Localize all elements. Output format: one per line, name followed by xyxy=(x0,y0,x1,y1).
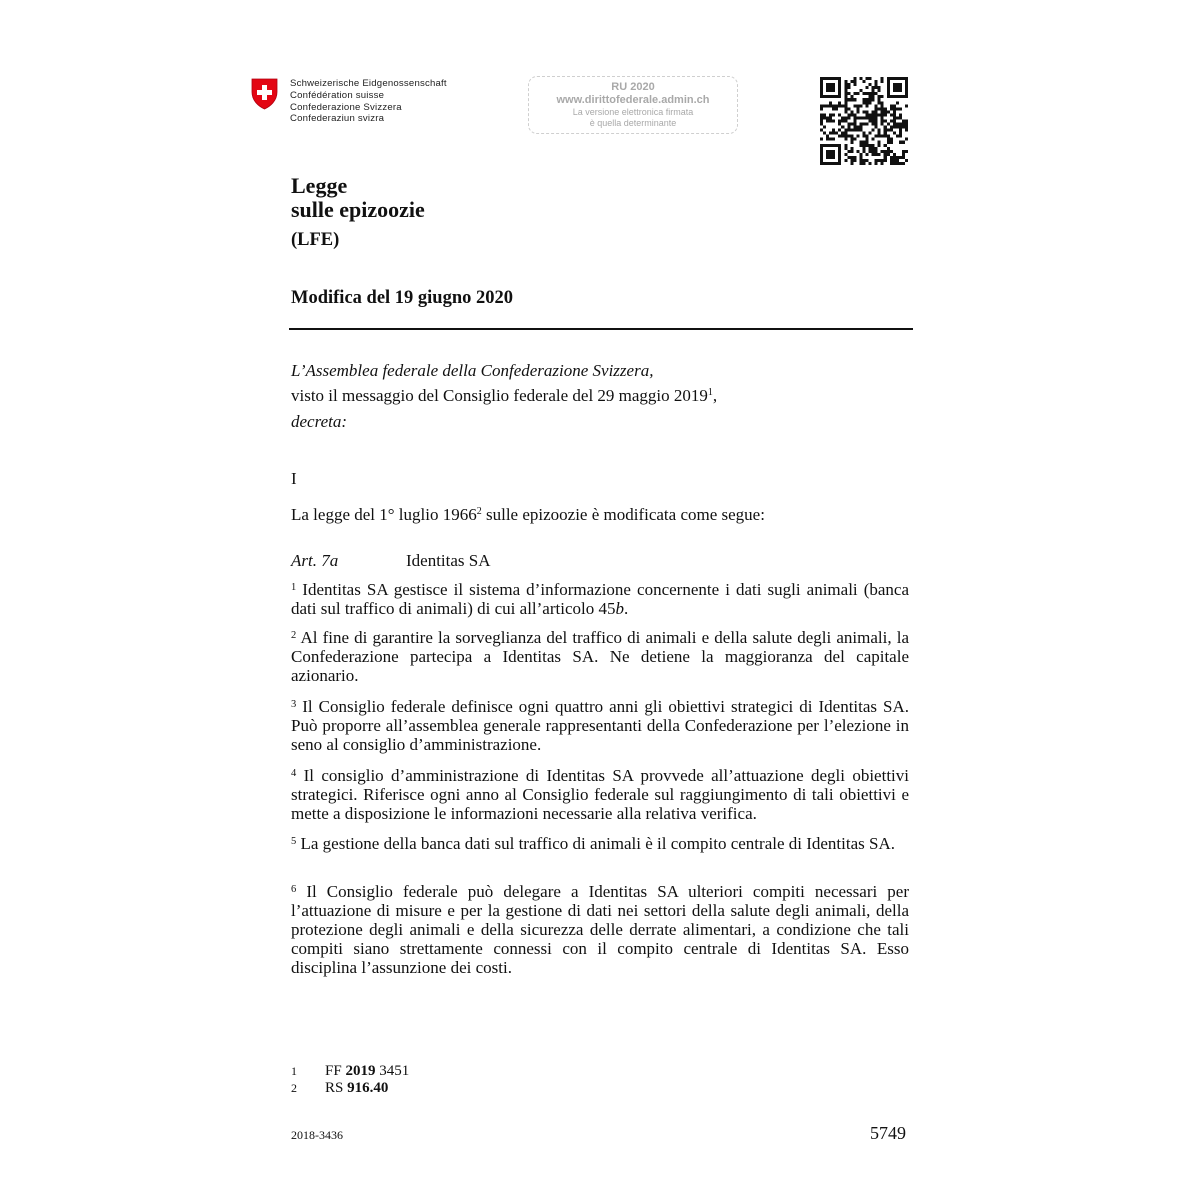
footnote-number: 1 xyxy=(291,1064,297,1078)
paragraph-text: Il consiglio d’amministrazione di Identitas SA provvede all’attuazione degli obiettivi strategici. Riferisce ogni anno al Consiglio federale sul raggiungimento di tali obiettivi e mette a disposizione le informazioni necessarie alla relativa verifica. xyxy=(291,766,909,823)
official-publication-stamp xyxy=(528,76,738,134)
confed-name-it: Confederazione Svizzera xyxy=(290,101,402,113)
stamp-note-2: è quella determinante xyxy=(589,117,677,128)
confed-name-de: Schweizerische Eidgenossenschaft xyxy=(290,78,447,89)
paragraph-number: 5 xyxy=(291,836,297,847)
qr-code-icon xyxy=(820,77,908,165)
paragraph-text: La gestione della banca dati sul traffico di animali è il compito centrale di Identitas SA. xyxy=(296,834,895,853)
modification-date: Modifica del 19 giugno 2020 xyxy=(291,288,514,308)
confederation-names xyxy=(290,78,447,125)
page-number: 5749 xyxy=(870,1123,906,1143)
paragraph-number: 2 xyxy=(291,630,297,641)
article-paragraph-4 xyxy=(291,766,909,823)
preamble-message xyxy=(291,386,717,405)
paragraph-number: 6 xyxy=(291,884,297,895)
title-divider xyxy=(289,328,913,330)
document-title xyxy=(291,174,425,222)
footnote-ref-2[interactable]: 2 xyxy=(476,506,482,517)
article-paragraph-1 xyxy=(291,580,909,618)
stamp-note-1: La versione elettronica firmata xyxy=(572,107,694,117)
paragraph-number: 4 xyxy=(291,768,297,779)
article-paragraph-6 xyxy=(291,882,909,977)
swiss-coat-of-arms-icon xyxy=(251,78,278,110)
footnote-1 xyxy=(291,1064,409,1078)
section-intro xyxy=(291,505,765,524)
preamble-message-end: , xyxy=(712,386,718,405)
paragraph-end: . xyxy=(623,599,629,618)
footnote-bold: 2019 xyxy=(345,1063,376,1079)
paragraph-text: Il Consiglio federale definisce ogni quattro anni gli obiettivi strategici di Identitas SA. Può proporre all’assemblea generale rappresentanti della Confederazione per l’elezione in seno al consiglio d’amministrazione. xyxy=(291,697,909,754)
document-number: 2018-3436 xyxy=(291,1128,343,1142)
stamp-ru: RU 2020 xyxy=(611,81,655,93)
paragraph-text: Il Consiglio federale può delegare a Identitas SA ulteriori compiti necessari per l’attuazione di misure e per la gestione di dati nei settori della salute degli animali, della protezione degli animali e della sicurezza delle derrate alimentari, a condizione che tali compiti siano strettamente connessi con il compito centrale di Identitas SA. Esso disciplina l’assunzione dei costi. xyxy=(291,882,909,977)
section-intro-b: sulle epizoozie è modificata come segue: xyxy=(481,505,765,524)
title-line-2: sulle epizoozie xyxy=(291,197,425,222)
footnote-bold: 916.40 xyxy=(347,1080,389,1096)
footnote-prefix: RS xyxy=(325,1080,348,1096)
footnote-number: 2 xyxy=(291,1081,297,1095)
preamble-decreta: decreta: xyxy=(291,412,348,431)
confed-name-rm: Confederaziun svizra xyxy=(290,113,385,125)
article-paragraph-5 xyxy=(291,834,909,853)
article-title: Identitas SA xyxy=(406,551,491,570)
article-paragraph-2 xyxy=(291,628,909,685)
stamp-url: www.dirittofederale.admin.ch xyxy=(556,94,710,106)
footnote-2 xyxy=(291,1081,388,1095)
article-paragraph-3 xyxy=(291,697,909,754)
article-label: Art. 7a xyxy=(291,551,339,570)
preamble-message-text: visto il messaggio del Consiglio federale del 29 maggio 2019 xyxy=(291,386,708,405)
title-line-1: Legge xyxy=(291,173,348,198)
confed-name-fr: Confédération suisse xyxy=(290,89,385,101)
paragraph-number: 3 xyxy=(291,699,297,710)
footnote-prefix: FF xyxy=(325,1063,346,1079)
footnote-ref-1[interactable]: 1 xyxy=(707,387,713,398)
paragraph-letter: b xyxy=(615,599,624,618)
title-abbreviation: (LFE) xyxy=(291,230,340,250)
section-intro-a: La legge del 1° luglio 1966 xyxy=(291,505,477,524)
footnote-suffix: 3451 xyxy=(375,1063,410,1079)
paragraph-text: Identitas SA gestisce il sistema d’informazione concernente i dati sugli animali (banca dati sul traffico di animali) di cui all’articolo 45 xyxy=(291,580,909,618)
section-number: I xyxy=(291,469,297,488)
paragraph-number: 1 xyxy=(291,582,297,593)
paragraph-text: Al fine di garantire la sorveglianza del traffico di animali e della salute degli animali, la Confederazione partecipa a Identitas SA. Ne detiene la maggioranza del capitale azionario. xyxy=(291,628,909,685)
preamble-assembly: L’Assemblea federale della Confederazione Svizzera, xyxy=(291,361,654,380)
